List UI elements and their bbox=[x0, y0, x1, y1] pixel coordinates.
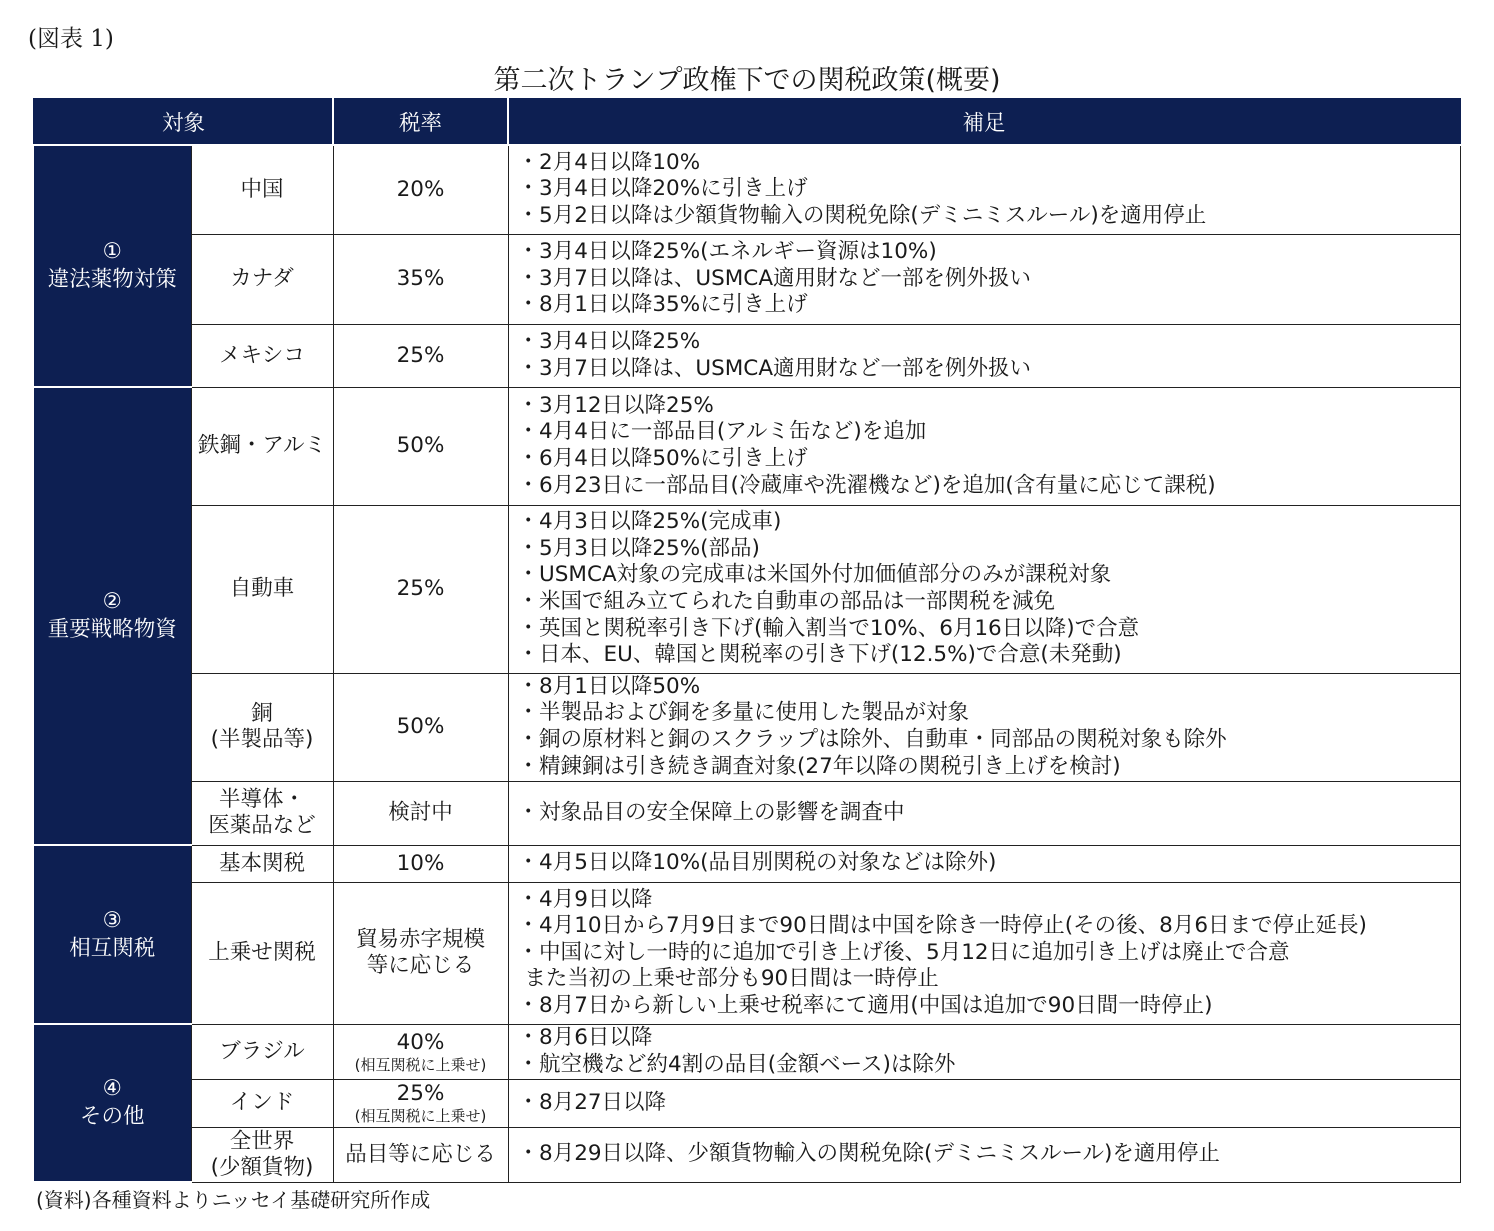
note-cell: ・3月4日以降25%(エネルギー資源は10%) ・3月7日以降は、USMCA適用財など一部を例外扱い ・8月1日以降35%に引き上げ bbox=[508, 234, 1460, 324]
header-target: 対象 bbox=[34, 98, 333, 145]
note-cell: ・対象品目の安全保障上の影響を調査中 bbox=[508, 781, 1460, 845]
header-note: 補足 bbox=[508, 98, 1460, 145]
rate-cell: 40% (相互関税に上乗せ) bbox=[333, 1024, 508, 1079]
rate-cell: 検討中 bbox=[333, 781, 508, 845]
note-cell: ・8月29日以降、少額貨物輸入の関税免除(デミニミスルール)を適用停止 bbox=[508, 1127, 1460, 1182]
figure-label: (図表 1) bbox=[28, 26, 114, 52]
category-name: 重要戦略物資 bbox=[47, 617, 177, 642]
table-row bbox=[34, 505, 1460, 673]
target-cell: ブラジル bbox=[191, 1024, 333, 1079]
target-cell: 自動車 bbox=[191, 505, 333, 673]
rate-cell: 25% (相互関税に上乗せ) bbox=[333, 1079, 508, 1127]
table-row bbox=[34, 324, 1460, 387]
table-row bbox=[34, 1079, 1460, 1127]
rate-cell: 35% bbox=[333, 234, 508, 324]
rate-cell: 25% bbox=[333, 324, 508, 387]
target-cell: 上乗せ関税 bbox=[191, 882, 333, 1024]
note-cell: ・3月4日以降25% ・3月7日以降は、USMCA適用財など一部を例外扱い bbox=[508, 324, 1460, 387]
rate-cell: 50% bbox=[333, 387, 508, 505]
target-cell: 銅 (半製品等) bbox=[191, 673, 333, 781]
tariff-table bbox=[33, 98, 1461, 1183]
target-cell: 半導体・ 医薬品など bbox=[191, 781, 333, 845]
target-cell: カナダ bbox=[191, 234, 333, 324]
table-title: 第二次トランプ政権下での関税政策(概要) bbox=[493, 65, 1001, 96]
target-cell: 全世界 (少額貨物) bbox=[191, 1127, 333, 1182]
category-cell bbox=[34, 845, 191, 1024]
target-cell: 中国 bbox=[191, 145, 333, 234]
category-number: ③ bbox=[102, 907, 122, 933]
category-number: ② bbox=[102, 589, 122, 614]
rate-cell: 貿易赤字規模 等に応じる bbox=[333, 882, 508, 1024]
note-cell: ・8月6日以降 ・航空機など約4割の品目(金額ベース)は除外 bbox=[508, 1024, 1460, 1079]
rate-cell: 10% bbox=[333, 845, 508, 882]
table-row bbox=[34, 673, 1460, 781]
rate-cell: 品目等に応じる bbox=[333, 1127, 508, 1182]
rate-cell: 25% bbox=[333, 505, 508, 673]
target-cell: 基本関税 bbox=[191, 845, 333, 882]
category-number: ④ bbox=[102, 1076, 122, 1101]
table-row bbox=[34, 387, 1460, 505]
category-name: 相互関税 bbox=[69, 935, 156, 961]
note-cell: ・4月9日以降 ・4月10日から7月9日まで90日間は中国を除き一時停止(その後、8月6日まで停止延長) ・中国に対し一時的に追加で引き上げ後、5月12日に追加引き上げは廃止で合意 また当初の上乗せ部分も90日間は一時停止 ・8月7日から新しい上乗せ税率にて適用(中国は追加で90日間一時停止) bbox=[508, 882, 1460, 1024]
note-cell: ・8月1日以降50% ・半製品および銅を多量に使用した製品が対象 ・銅の原材料と銅のスクラップは除外、自動車・同部品の関税対象も除外 ・精錬銅は引き続き調査対象(27年以降の関税引き上げを検討) bbox=[508, 673, 1460, 781]
note-cell: ・3月12日以降25% ・4月4日に一部品目(アルミ缶など)を追加 ・6月4日以降50%に引き上げ ・6月23日に一部品目(冷蔵庫や洗濯機など)を追加(含有量に応じて課税) bbox=[508, 387, 1460, 505]
target-cell: メキシコ bbox=[191, 324, 333, 387]
target-cell: 鉄鋼・アルミ bbox=[191, 387, 333, 505]
table-row bbox=[34, 234, 1460, 324]
header-row bbox=[34, 98, 1460, 145]
category-cell bbox=[34, 387, 191, 845]
table-row bbox=[34, 1024, 1460, 1079]
category-number: ① bbox=[102, 239, 122, 264]
header-rate: 税率 bbox=[333, 98, 508, 145]
note-cell: ・4月3日以降25%(完成車) ・5月3日以降25%(部品) ・USMCA対象の完成車は米国外付加価値部分のみが課税対象 ・米国で組み立てられた自動車の部品は一部関税を減免 ・英国と関税率引き下げ(輸入割当で10%、6月16日以降)で合意 ・日本、EU、韓国と関税率の引き下げ(12.5%)で合意(未発動) bbox=[508, 505, 1460, 673]
rate-cell: 50% bbox=[333, 673, 508, 781]
table-row bbox=[34, 781, 1460, 845]
table-row bbox=[34, 845, 1460, 882]
category-name: その他 bbox=[79, 1104, 145, 1129]
table-row bbox=[34, 145, 1460, 234]
note-cell: ・4月5日以降10%(品目別関税の対象などは除外) bbox=[508, 845, 1460, 882]
target-cell: インド bbox=[191, 1079, 333, 1127]
category-name: 違法薬物対策 bbox=[47, 267, 177, 292]
category-cell bbox=[34, 145, 191, 387]
note-cell: ・8月27日以降 bbox=[508, 1079, 1460, 1127]
source-note: (資料)各種資料よりニッセイ基礎研究所作成 bbox=[36, 1188, 431, 1212]
table-row bbox=[34, 1127, 1460, 1182]
rate-cell: 20% bbox=[333, 145, 508, 234]
table-row bbox=[34, 882, 1460, 1024]
note-cell: ・2月4日以降10% ・3月4日以降20%に引き上げ ・5月2日以降は少額貨物輸入の関税免除(デミニミスルール)を適用停止 bbox=[508, 145, 1460, 234]
category-cell bbox=[34, 1024, 191, 1182]
